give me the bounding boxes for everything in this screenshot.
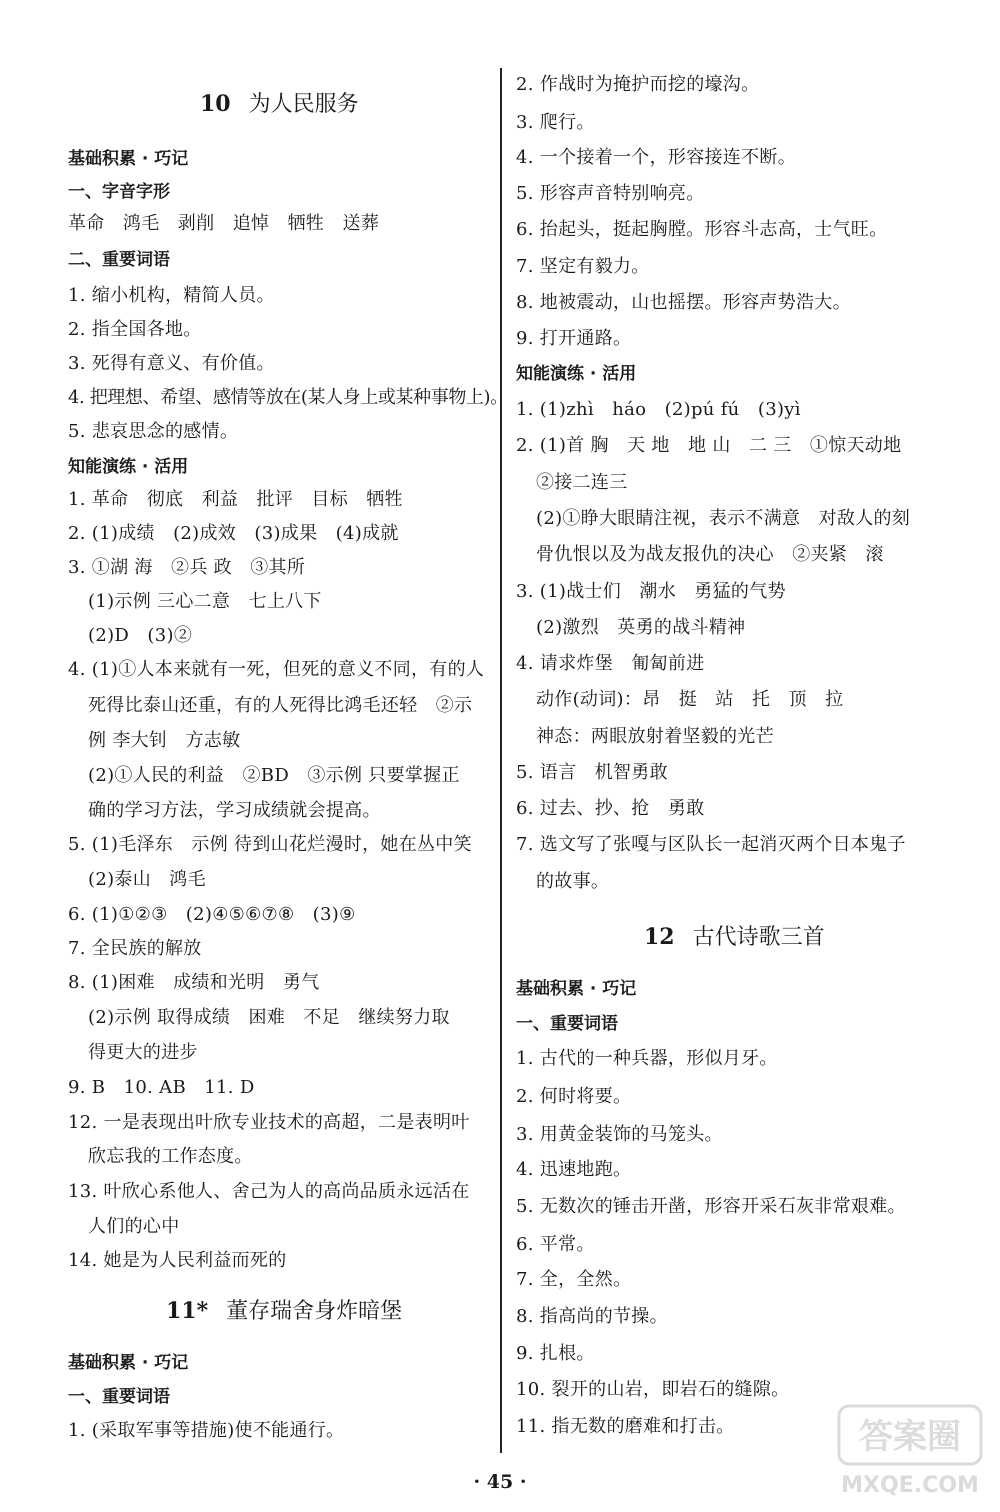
answer-line: 确的学习方法，学习成绩就会提高。 <box>88 800 381 821</box>
answer-line: 5. 无数次的锤击开凿，形容开采石灰非常艰难。 <box>516 1196 906 1217</box>
answer-line: 5. (1)毛泽东 示例 待到山花烂漫时，她在丛中笑 <box>68 834 472 855</box>
answer-line: 1. 革命 彻底 利益 批评 目标 牺牲 <box>68 489 403 510</box>
lesson-name: 古代诗歌三首 <box>692 925 825 950</box>
answer-line: 人们的心中 <box>88 1216 180 1237</box>
answer-line: 3. 爬行。 <box>516 112 595 133</box>
answer-line: 神态：两眼放射着坚毅的光芒 <box>536 726 774 747</box>
answer-line: (2)激烈 英勇的战斗精神 <box>536 617 746 638</box>
answer-line: 11. 指无数的磨难和打击。 <box>516 1416 735 1437</box>
answer-line: 欣忘我的工作态度。 <box>88 1146 253 1167</box>
section-heading: 基础积累 · 巧记 <box>68 149 189 169</box>
answer-line: 骨仇恨以及为战友报仇的决心 ②夹紧 滚 <box>536 544 884 565</box>
watermark-logo <box>835 1400 985 1500</box>
answer-line: 1. 缩小机构，精简人员。 <box>68 285 275 306</box>
answer-line: 2. 指全国各地。 <box>68 319 202 340</box>
lesson-name: 为人民服务 <box>248 92 359 117</box>
answer-line: 8. 地被震动，山也摇摆。形容声势浩大。 <box>516 292 851 313</box>
section-heading: 基础积累 · 巧记 <box>516 979 637 999</box>
answer-line: 8. 指高尚的节操。 <box>516 1306 668 1327</box>
column-divider <box>500 68 502 1453</box>
answer-line: 7. 坚定有毅力。 <box>516 256 650 277</box>
lesson-title-12 <box>644 923 825 952</box>
answer-line: 4. (1)①人本来就有一死，但死的意义不同，有的人 <box>68 659 485 680</box>
answer-line: 1. 古代的一种兵器，形似月牙。 <box>516 1048 778 1069</box>
answer-line: 13. 叶欣心系他人、舍己为人的高尚品质永远活在 <box>68 1181 470 1202</box>
answer-line: 的故事。 <box>536 871 610 892</box>
watermark-url: MXQE.COM <box>841 1473 979 1498</box>
answer-line: (2)①人民的利益 ②BD ③示例 只要掌握正 <box>88 765 460 786</box>
answer-line: 7. 全，全然。 <box>516 1269 632 1290</box>
answer-line: 6. 抬起头，挺起胸膛。形容斗志高，士气旺。 <box>516 219 888 240</box>
answer-line: 1. (采取军事等措施)使不能通行。 <box>68 1420 345 1441</box>
answer-line: 7. 全民族的解放 <box>68 938 202 959</box>
answer-line: 7. 选文写了张嘎与区队长一起消灭两个日本鬼子 <box>516 834 906 855</box>
answer-line: 3. ①湖 海 ②兵 政 ③其所 <box>68 557 306 578</box>
answer-line: 4. 把理想、希望、感情等放在(某人身上或某种事物上)。 <box>68 387 508 408</box>
answer-line: 8. (1)困难 成绩和光明 勇气 <box>68 972 320 993</box>
sub-heading: 一、字音字形 <box>68 182 170 202</box>
answer-line: 死得比泰山还重，有的人死得比鸿毛还轻 ②示 <box>88 695 473 716</box>
answer-line: 例 李大钊 方志敏 <box>88 730 241 751</box>
answer-line: (2)泰山 鸿毛 <box>88 869 206 890</box>
sub-heading: 一、重要词语 <box>68 1387 170 1407</box>
answer-line: 5. 形容声音特别响亮。 <box>516 183 705 204</box>
section-heading: 知能演练 · 活用 <box>68 457 189 477</box>
sub-heading: 二、重要词语 <box>68 250 170 270</box>
answer-line: 动作(动词)：昂 挺 站 托 顶 拉 <box>536 689 844 710</box>
answer-line: 3. 死得有意义、有价值。 <box>68 353 275 374</box>
answer-line: 得更大的进步 <box>88 1042 198 1063</box>
answer-line: 9. 打开通路。 <box>516 328 632 349</box>
answer-line: 9. B 10. AB 11. D <box>68 1077 255 1098</box>
answer-line: (2)①睁大眼睛注视，表示不满意 对敌人的刻 <box>536 508 911 529</box>
answer-line: 5. 语言 机智勇敢 <box>516 762 668 783</box>
answer-line: 9. 扎根。 <box>516 1343 595 1364</box>
answer-line: 6. 过去、抄、抢 勇敢 <box>516 798 705 819</box>
answer-line: 6. 平常。 <box>516 1234 595 1255</box>
answer-line: 14. 她是为人民利益而死的 <box>68 1250 287 1271</box>
answer-line: 2. (1)首 胸 天 地 地 山 二 三 ①惊天动地 <box>516 435 902 456</box>
answer-line: 5. 悲哀思念的感情。 <box>68 421 239 442</box>
answer-line: 4. 一个接着一个，形容接连不断。 <box>516 147 796 168</box>
answer-line: 4. 请求炸堡 匍匐前进 <box>516 653 705 674</box>
page-number: · 45 · <box>473 1471 527 1493</box>
section-heading: 基础积累 · 巧记 <box>68 1353 189 1373</box>
answer-line: 12. 一是表现出叶欣专业技术的高超，二是表明叶 <box>68 1112 470 1133</box>
answer-line: 2. (1)成绩 (2)成效 (3)成果 (4)成就 <box>68 523 399 544</box>
answer-line: 革命 鸿毛 剥削 追悼 牺牲 送葬 <box>68 213 380 234</box>
lesson-title-10 <box>200 90 359 119</box>
answer-line: 2. 何时将要。 <box>516 1086 632 1107</box>
sub-heading: 一、重要词语 <box>516 1014 618 1034</box>
lesson-number: 12 <box>644 924 675 950</box>
section-heading: 知能演练 · 活用 <box>516 364 637 384</box>
answer-line: 2. 作战时为掩护而挖的壕沟。 <box>516 74 760 95</box>
answer-line: (1)示例 三心二意 七上八下 <box>88 591 322 612</box>
answer-line: 3. (1)战士们 潮水 勇猛的气势 <box>516 581 786 602</box>
answer-line: 10. 裂开的山岩，即岩石的缝隙。 <box>516 1379 790 1400</box>
answer-line: (2)D (3)② <box>88 625 193 646</box>
answer-line: 4. 迅速地跑。 <box>516 1159 632 1180</box>
answer-line: 3. 用黄金装饰的马笼头。 <box>516 1124 723 1145</box>
answer-line: ②接二连三 <box>536 472 628 493</box>
lesson-number: 11* <box>166 1298 209 1324</box>
watermark-text: 答案圈 <box>859 1417 961 1457</box>
answer-line: 6. (1)①②③ (2)④⑤⑥⑦⑧ (3)⑨ <box>68 904 356 925</box>
lesson-number: 10 <box>200 91 231 117</box>
lesson-name: 董存瑞舍身炸暗堡 <box>226 1299 403 1324</box>
answer-line: 1. (1)zhì háo (2)pú fú (3)yì <box>516 399 801 420</box>
lesson-title-11 <box>166 1297 402 1326</box>
answer-line: (2)示例 取得成绩 困难 不足 继续努力取 <box>88 1007 450 1028</box>
